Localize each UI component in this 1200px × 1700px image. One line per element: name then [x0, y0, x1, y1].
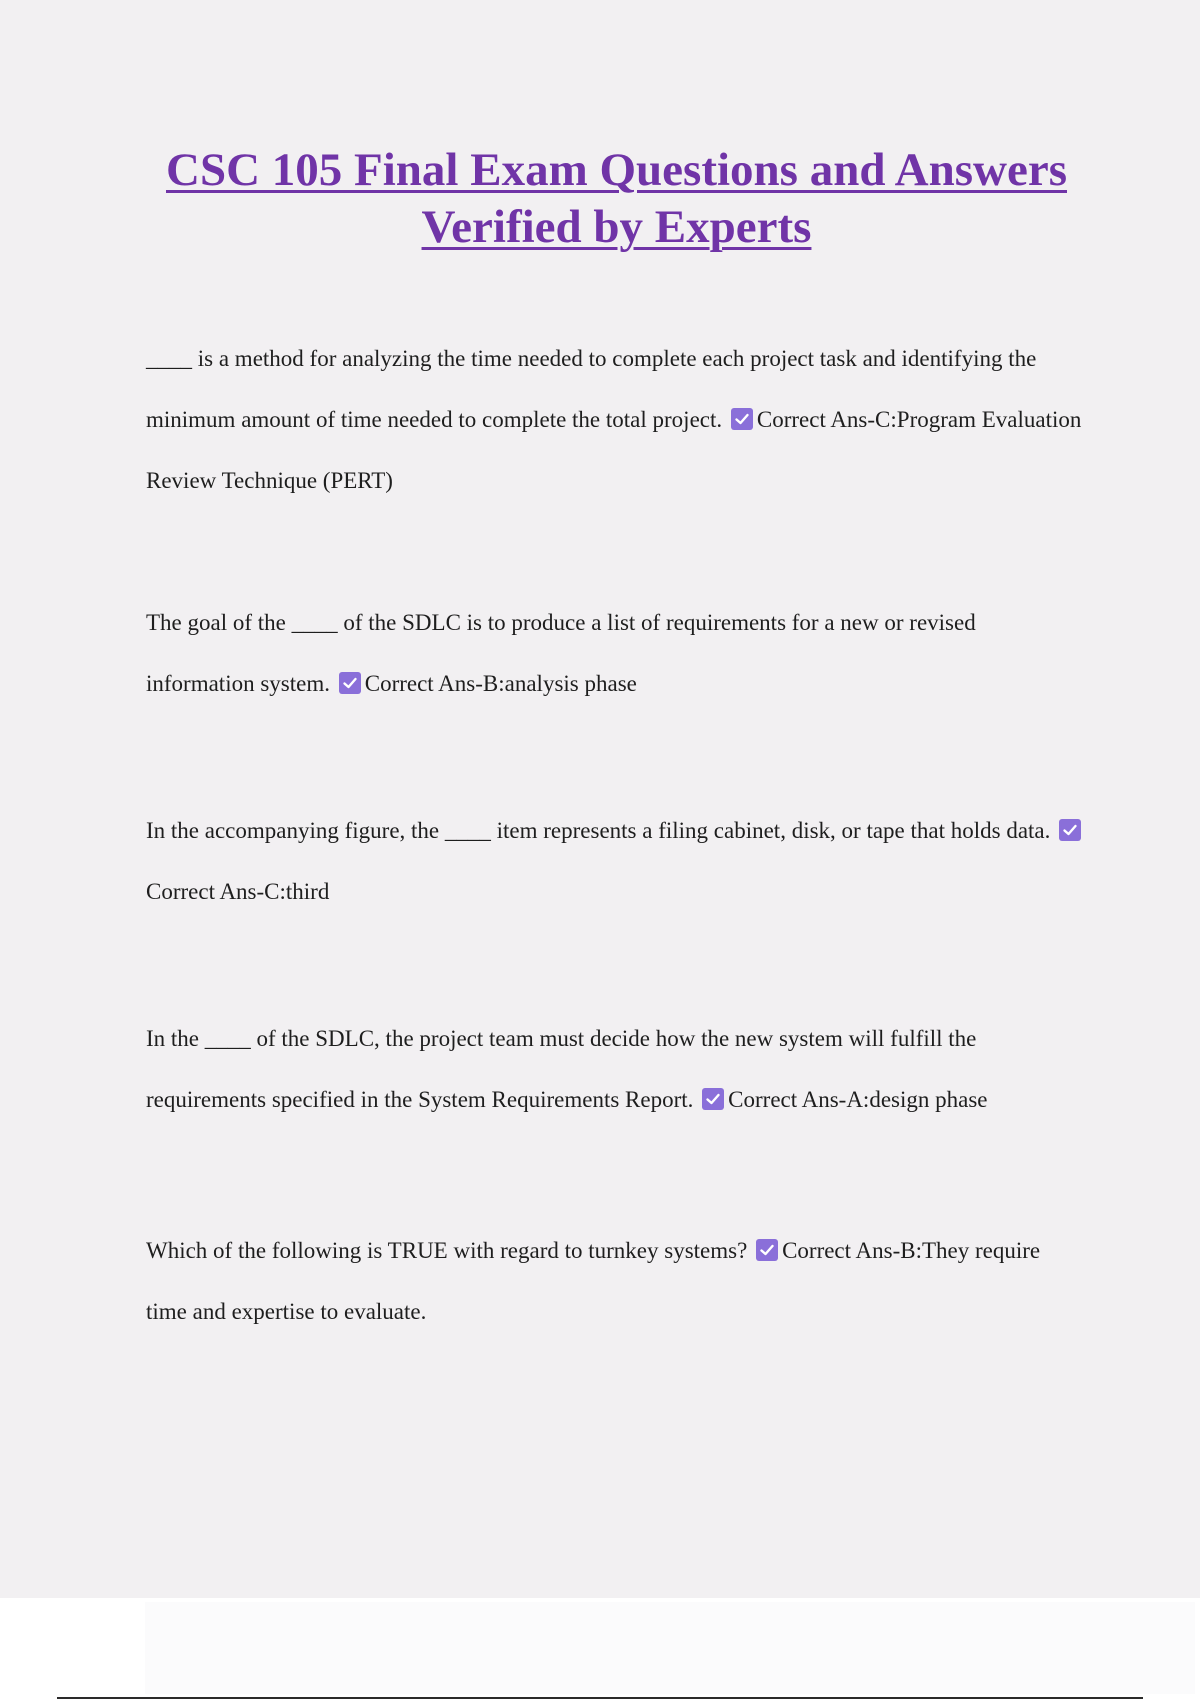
check-box-icon: [702, 1088, 724, 1110]
question-text: ____ is a method for analyzing the time needed to complete each project task and identifying the minimum amount of time needed to complete the total project.: [146, 346, 1037, 432]
check-box-icon: [731, 408, 753, 430]
title-line-1: CSC 105 Final Exam Questions and Answers: [166, 144, 1067, 196]
question-text: The goal of the ____ of the SDLC is to produce a list of requirements for a new or revised information system.: [146, 610, 976, 696]
qa-item: [146, 1008, 1086, 1130]
page-title: [100, 142, 1133, 256]
answer-text: Correct Ans-B:analysis phase: [364, 671, 637, 696]
answer-text: Correct Ans-B:They require time and expertise to evaluate.: [146, 1238, 1041, 1324]
question-text: Which of the following is TRUE with regard to turnkey systems?: [146, 1238, 754, 1263]
answer-text: Correct Ans-A:design phase: [728, 1087, 988, 1112]
check-box-icon: [1059, 819, 1081, 841]
check-box-icon: [339, 672, 361, 694]
title-line-2: Verified by Experts: [421, 201, 812, 253]
footer-divider: [57, 1697, 1143, 1699]
check-box-icon: [756, 1239, 778, 1261]
footer-panel: [145, 1602, 1195, 1694]
qa-item: [146, 800, 1086, 922]
qa-item: [146, 592, 1086, 714]
answer-text: Correct Ans-C:third: [146, 879, 330, 904]
qa-item: [146, 328, 1086, 511]
qa-item: [146, 1220, 1086, 1342]
question-text: In the accompanying figure, the ____ item represents a filing cabinet, disk, or tape that holds data.: [146, 818, 1057, 843]
answer-text: Correct Ans-C:Program Evaluation Review Technique (PERT): [146, 407, 1082, 493]
question-text: In the ____ of the SDLC, the project team must decide how the new system will fulfill the requirements specified in the System Requirements Report.: [146, 1026, 977, 1112]
